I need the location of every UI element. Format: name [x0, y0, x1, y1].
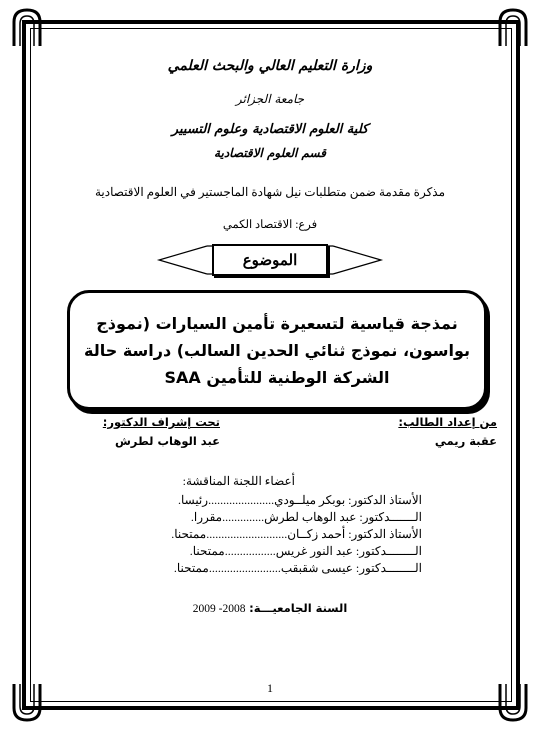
committee-member: الأستاذ الدكتور: أحمد زكــان...........................ممتحنا. [171, 527, 422, 541]
corner-ornament-icon [12, 682, 42, 722]
prepared-by-label: من إعداد الطالب: [398, 415, 497, 429]
supervision-label: تحت إشراف الدكتور: [102, 415, 220, 429]
committee-title: أعضاء اللجنة المناقشة: [182, 474, 295, 488]
committee-member: الأستاذ الدكتور: بوبكر ميلــودي......................رئيسا. [177, 493, 422, 507]
faculty-name: كلية العلوم الاقتصادية وعلوم التسيير [171, 122, 369, 137]
ministry-name: وزارة التعليم العالي والبحث العلمي [167, 58, 373, 74]
corner-ornament-icon [498, 682, 528, 722]
academic-year [40, 601, 500, 615]
committee-member: الــــــــدكتور: عيسى شقبقب........................ممتحنا. [173, 561, 422, 575]
corner-ornament-icon [12, 8, 42, 48]
subject-label: الموضوع [212, 244, 328, 276]
committee-list [171, 492, 422, 577]
academic-year-value: 2008- 2009 [192, 603, 246, 615]
department-name: قسم العلوم الاقتصادية [214, 146, 326, 160]
page-number: 1 [267, 681, 273, 695]
academic-year-label: السنة الجامعيـــة: [249, 601, 348, 615]
subject-banner [155, 240, 385, 280]
university-name: جامعة الجزائر [235, 92, 305, 106]
branch-label: فرع: الاقتصاد الكمي [222, 219, 318, 231]
committee-member: الـــــــدكتور: عبد الوهاب لطرش..............مقررا. [190, 510, 422, 524]
committee-member: الــــــــدكتور: عبد النور غريس.................ممتحنا. [189, 544, 422, 558]
thesis-title: نمذجة قياسية لتسعيرة تأمين السيارات (نموذج بواسون، نموذج ثنائي الحدين السالب) دراسة حالة الشركة الوطنية للتأمين SAA [84, 313, 470, 387]
memo-statement: مذكرة مقدمة ضمن متطلبات نيل شهادة الماجستير في العلوم الاقتصادية [94, 185, 446, 199]
supervisor-name: عبد الوهاب لطرش [114, 434, 220, 448]
student-name: عقبة ريمي [434, 434, 497, 448]
corner-ornament-icon [498, 8, 528, 48]
thesis-title-box [67, 290, 487, 410]
